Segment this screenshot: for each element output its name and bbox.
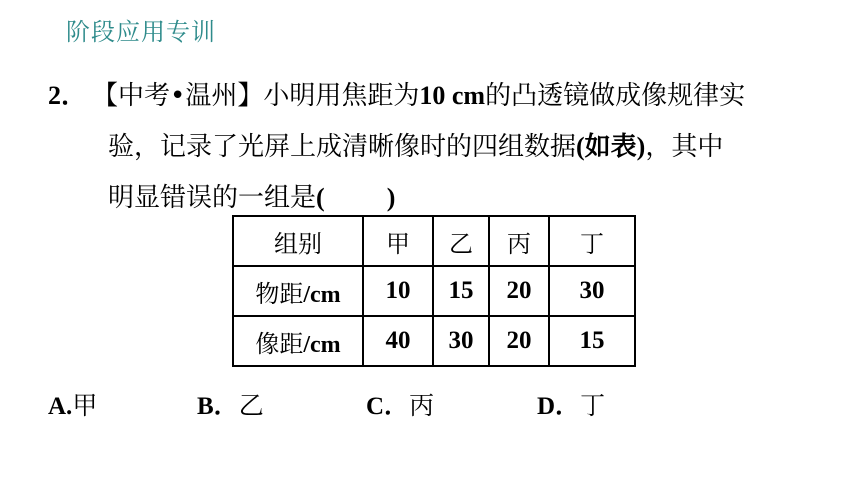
object-distance-jia: 10 (363, 266, 433, 316)
answer-options (0, 386, 860, 426)
option-c-text: 丙 (409, 391, 435, 420)
option-d-text: 丁 (580, 391, 606, 420)
object-distance-unit: /cm (303, 281, 341, 308)
object-distance-label: 物距 (255, 279, 304, 308)
question-text-2b: ，其中 (645, 132, 724, 162)
object-distance-bing: 20 (489, 266, 549, 316)
table-row-object-distance (233, 266, 635, 316)
question-line-3 (108, 179, 395, 217)
object-distance-ding: 30 (549, 266, 635, 316)
option-d[interactable] (537, 386, 605, 422)
header-cell-group: 组别 (233, 216, 363, 266)
question-text-3: 明显错误的一组是 (108, 183, 317, 213)
question-line-1 (48, 77, 745, 115)
option-b[interactable] (197, 386, 264, 422)
answer-paren-close: ) (386, 183, 396, 212)
header-cell-ding: 丁 (549, 216, 635, 266)
object-distance-yi: 15 (433, 266, 489, 316)
table-row-image-distance (233, 316, 635, 366)
row-label-object-distance (233, 266, 363, 316)
image-distance-label: 像距 (255, 329, 304, 358)
question-number: 2． (48, 81, 88, 110)
question-source: 【中考•温州】 (105, 81, 264, 111)
row-label-image-distance (233, 316, 363, 366)
section-title: 阶段应用专训 (66, 18, 216, 46)
option-b-letter: B． (197, 393, 239, 420)
table-reference: (如表) (576, 132, 646, 161)
image-distance-jia: 40 (363, 316, 433, 366)
option-a[interactable] (48, 386, 97, 422)
option-b-text: 乙 (238, 391, 264, 420)
question-text-1a: 小明用焦距为 (263, 81, 420, 111)
option-c-letter: C． (366, 393, 410, 420)
image-distance-yi: 30 (433, 316, 489, 366)
question-line-2 (108, 128, 723, 166)
header-cell-yi: 乙 (433, 216, 489, 266)
answer-paren-open: ( (316, 183, 325, 212)
image-distance-bing: 20 (489, 316, 549, 366)
option-a-text: 甲 (72, 391, 98, 420)
option-d-letter: D． (537, 393, 581, 420)
option-c[interactable] (366, 386, 434, 422)
header-cell-bing: 丙 (489, 216, 549, 266)
image-distance-ding: 15 (549, 316, 635, 366)
table-header-row (233, 216, 635, 266)
focal-length: 10 cm (419, 81, 486, 110)
question-text-1b: 的凸透镜做成像规律实 (485, 81, 746, 111)
question-text-2a: 验，记录了光屏上成清晰像时的四组数据 (108, 132, 577, 162)
option-a-letter: A. (48, 393, 73, 420)
header-cell-jia: 甲 (363, 216, 433, 266)
data-table (232, 215, 636, 367)
image-distance-unit: /cm (303, 331, 341, 358)
